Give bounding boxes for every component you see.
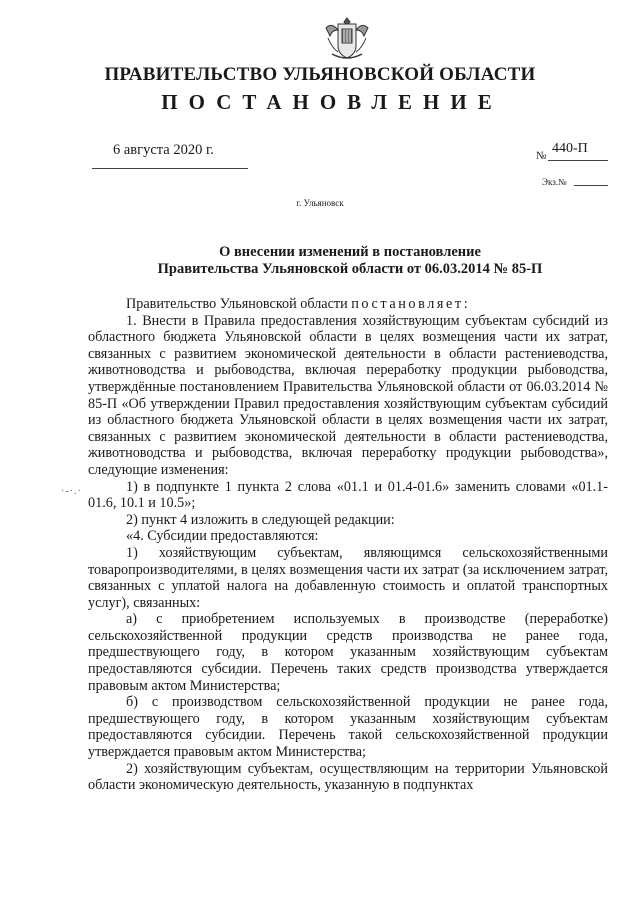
intro-colon: : xyxy=(463,296,468,312)
heading-line-2: Правительства Ульяновской области от 06.03.2014 № 85-П xyxy=(157,261,543,277)
paragraph-2: 1) в подпункте 1 пункта 2 слова «01.1 и 01.4-01.6» заменить словами «01.1-01.6, 10.1 и 10.5»; xyxy=(88,478,608,512)
copy-number-underline xyxy=(574,185,608,186)
paragraph-4: «4. Субсидии предоставляются: xyxy=(126,528,319,545)
document-type-title: ПОСТАНОВЛЕНИЕ xyxy=(161,90,503,114)
paragraph-5: 1) хозяйствующим субъектам, являющимся сельскохозяйственными товаропроизводителями, в целях возмещения части их затрат (за исключением затрат, связанных с уплатой налога на добавленную стоимость и оплатой транспортных услуг), связанных: xyxy=(88,544,608,611)
paragraph-7: б) с производством сельскохозяйственной продукции не ранее года, предшествующего году, в котором указанным хозяйствующим субъектам предоставляются субсидии. Перечень такой сельскохозяйственной продукции утверждается правовым актом Министерства; xyxy=(88,694,608,761)
document-heading xyxy=(90,244,610,278)
document-body xyxy=(88,296,608,794)
intro-paragraph xyxy=(88,296,608,313)
decree-date: 6 августа 2020 г. xyxy=(113,142,214,158)
paragraph-1: 1. Внести в Правила предоставления хозяйствующим субъектам субсидий из областного бюджета Ульяновской области в целях возмещения части их затрат, связанных с развитием экономической деятельности в области растениеводства, животноводства и рыбоводства, включая переработку продукции рыбоводства, утверждённые постановлением Правительства Ульяновской области от 06.03.2014 № 85-П «Об утверждении Правил предоставления хозяйствующим субъектам субсидий из областного бюджета Ульяновской области в целях возмещения части их затрат, связанных с развитием экономической деятельности в области растениеводства, животноводства и рыбоводства, включая переработку продукции рыбоводства», следующие изменения: xyxy=(88,312,608,478)
margin-mark: ·-·.· xyxy=(61,486,82,497)
number-sign: № xyxy=(536,150,547,162)
decree-number: 440-П xyxy=(552,141,588,156)
heading-line-1: О внесении изменений в постановление xyxy=(219,244,481,260)
paragraph-6: а) с приобретением используемых в производстве (переработке) сельскохозяйственной продукции средств производства не ранее года, предшествующего году, в котором указанным хозяйствующим субъектам предоставляются субсидии. Перечень таких средств производства утверждается правовым актом Министерства; xyxy=(88,611,608,694)
paragraph-8: 2) хозяйствующим субъектам, осуществляющим на территории Ульяновской области экономическую деятельность, указанную в подпунктах xyxy=(88,760,608,794)
government-title: ПРАВИТЕЛЬСТВО УЛЬЯНОВСКОЙ ОБЛАСТИ xyxy=(104,64,536,85)
copy-number-label: Экз.№ xyxy=(542,177,567,187)
number-underline xyxy=(548,160,608,161)
date-underline xyxy=(92,168,248,169)
intro-verb: постановляет xyxy=(351,296,464,312)
coat-of-arms-icon xyxy=(322,14,372,62)
intro-text: Правительство Ульяновской области xyxy=(126,296,352,312)
city-name: г. Ульяновск xyxy=(296,198,344,208)
paragraph-3: 2) пункт 4 изложить в следующей редакции: xyxy=(126,511,395,528)
